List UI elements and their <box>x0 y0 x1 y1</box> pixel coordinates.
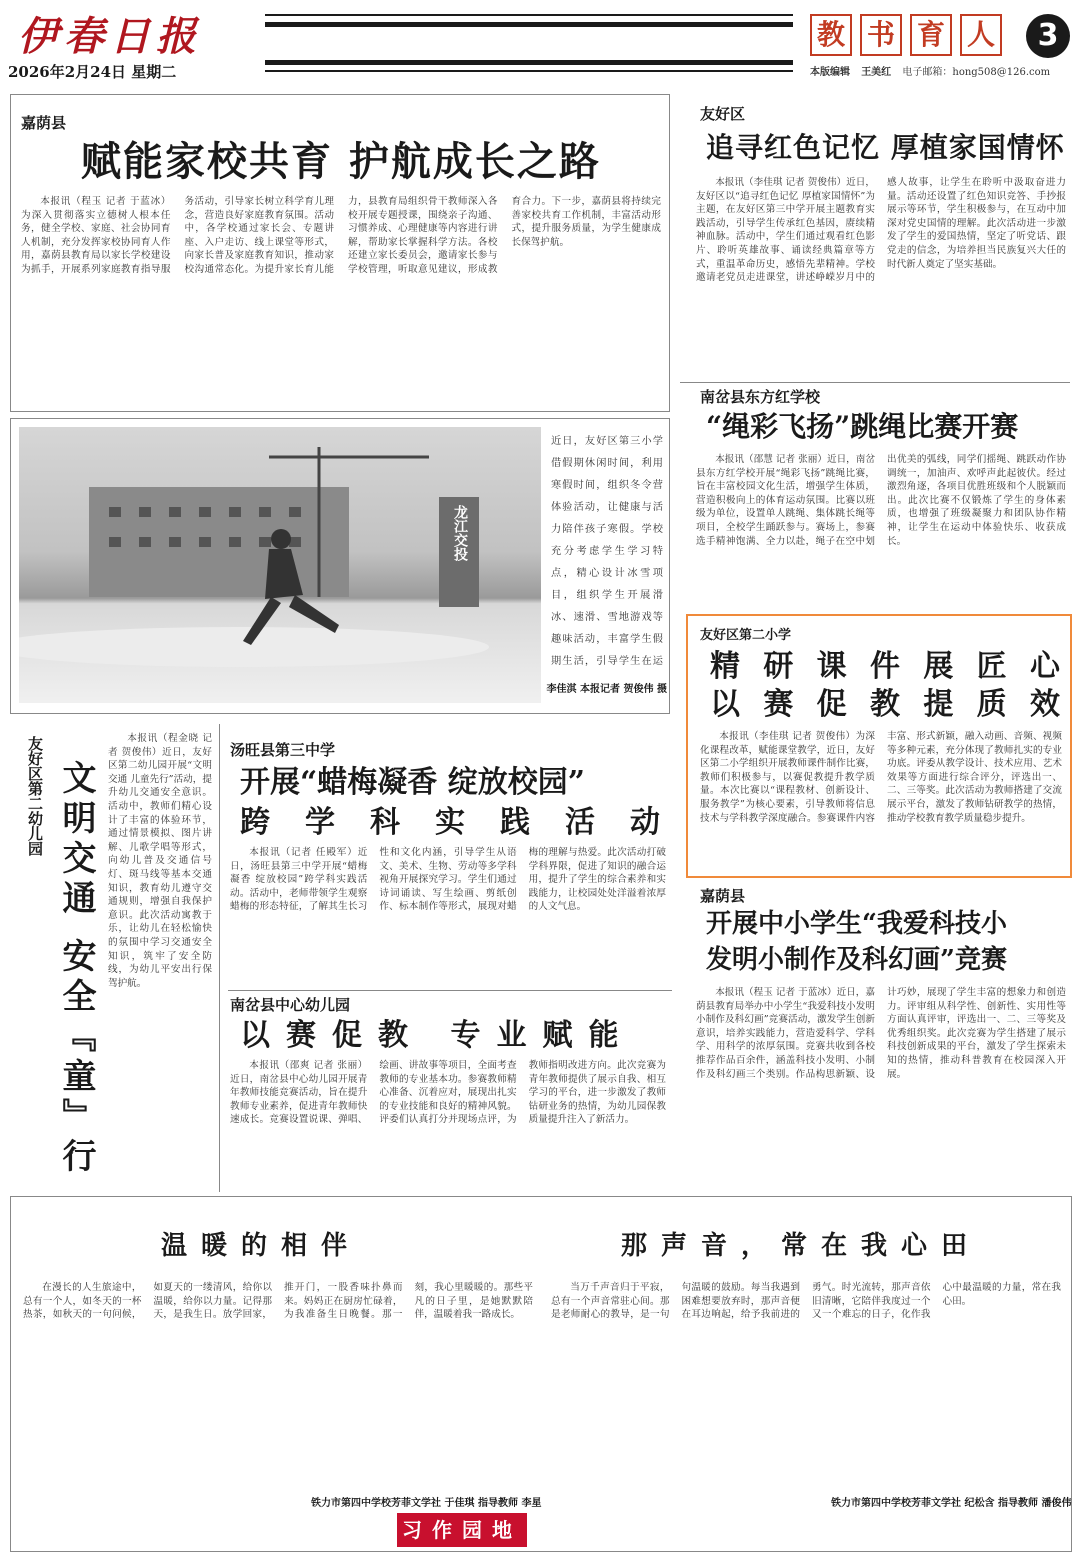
article-body <box>696 176 1066 376</box>
article-text: 本报讯（程金晓 记者 贺俊伟）近日，友好区第二幼儿园开展“文明交通 儿童先行”活动，提升幼儿交通安全意识。活动中，教师们精心设计了丰富的体验环节，通过情景模拟、图片讲解、儿歌学唱等形式，向幼儿普及交通信号灯、斑马线等基本交通知识，教育幼儿遵守交通规则，增强自我保护意识。此次活动寓教于乐，让幼儿在轻松愉快的氛围中学习交通安全知识，筑牢了安全防线，为幼儿平安出行保驾护航。 <box>108 733 212 989</box>
article-location: 嘉荫县 <box>700 887 746 905</box>
essay-left-byline: 铁力市第四中学校芳菲文学社 于佳琪 指导教师 李星 <box>311 1498 542 1509</box>
masthead <box>0 0 1080 92</box>
article-body <box>230 846 666 986</box>
section-char: 育 <box>910 14 952 56</box>
section-title <box>810 14 1026 56</box>
article-headline: 追寻红色记忆 厚植家国情怀 <box>706 131 1065 164</box>
article-location: 南岔县东方红学校 <box>700 388 821 406</box>
article-headline-vertical: 文明交通 安全『童』行 <box>56 760 96 1178</box>
article-headline-line2: 跨学科实践活动 <box>240 805 660 840</box>
essay-title-left: 温暖的相伴 <box>161 1231 362 1261</box>
page-number: 3 <box>1026 14 1070 58</box>
photo-sign: 龙江交投 <box>452 505 468 561</box>
column-tag: 习作园地 <box>397 1513 527 1547</box>
editor-line <box>810 66 1072 80</box>
skating-photo <box>19 427 541 703</box>
writing-corner <box>10 1196 1072 1552</box>
article-tangwang <box>228 734 672 990</box>
article-text: 本报讯（程玉 记者 于蓝冰）为深入贯彻落实立德树人根本任务，健全学校、家庭、社会协同育人机制，充分发挥家校协同育人作用，嘉荫县教育局以家长学校建设为抓手，开展系列家庭教育指导服务活动，引导家长树立科学育儿理念，营造良好家庭教育氛围。活动中，各学校通过家长会、专题讲座、入户走访、线上课堂等形式，向家长普及家庭教育知识，推动家校沟通常态化。为提升家长育儿能力，县教育局组织骨干教师深入各校开展专题授课，围绕亲子沟通、习惯养成、心理健康等内容进行讲解，帮助家长掌握科学方法。各校还建立家长委员会，邀请家长参与学校管理，听取意见建议，形成教育合力。下一步，嘉荫县将持续完善家校共育工作机制，丰富活动形式，提升服务质量，为学生健康成长保驾护航。 <box>21 196 661 275</box>
section-char: 人 <box>960 14 1002 56</box>
date-line: 2026年2月24日 星期二 <box>8 63 177 81</box>
article-text: 本报讯（邵爽 记者 张丽）近日，南岔县中心幼儿园开展青年教师技能竞赛活动，旨在提升教师专业素养，促进青年教师快速成长。竞赛设置说课、弹唱、绘画、讲故事等项目，全面考查教师的专业基本功。参赛教师精心准备、沉着应对，展现出扎实的专业技能和良好的精神风貌。评委们认真打分并现场点评，为教师指明改进方向。此次竞赛为青年教师提供了展示自我、相互学习的平台，进一步激发了教师钻研业务的热情，为幼儿园保教质量提升注入了新活力。 <box>230 1060 666 1126</box>
article-headline-line2: 发明小制作及科幻画”竞赛 <box>706 945 1007 975</box>
article-jiayin-science <box>680 882 1070 1192</box>
editor-name: 王美红 <box>861 67 892 78</box>
article-youhao-red <box>680 94 1070 382</box>
article-location: 友好区 <box>700 105 746 123</box>
article-headline-line1: 精研课件展匠心 <box>710 649 1060 684</box>
article-body <box>230 1059 666 1185</box>
article-dongfanghong <box>680 382 1070 610</box>
photo-block <box>10 418 670 714</box>
essay-right-body <box>551 1281 1061 1491</box>
essay-right-byline: 铁力市第四中学校芳菲文学社 纪松含 指导教师 潘俊伟 <box>831 1498 1072 1509</box>
article-headline-line1: 开展中小学生“我爱科技小 <box>706 909 1007 939</box>
essay-left-text: 在漫长的人生旅途中，总有一个人，如冬天的一杯热茶，如秋天的一句问候，如夏天的一缕清风，给你以温暖，给你以力量。记得那天，是我生日。放学回家，推开门，一股香味扑鼻而来。妈妈正在厨房忙碌着，为我准备生日晚餐。那一刻，我心里暖暖的。那些平凡的日子里，是她默默陪伴，温暖着我一路成长。 <box>23 1282 533 1321</box>
section-char: 教 <box>810 14 852 56</box>
masthead-rules <box>265 8 793 80</box>
article-location: 友好区第二小学 <box>700 628 792 643</box>
paper-name: 伊春日报 <box>18 13 202 60</box>
article-text: 本报讯（记者 任殿军）近日，汤旺县第三中学开展“蜡梅凝香 绽放校园”跨学科实践活动。活动中，老师带领学生观察蜡梅的形态特征，了解其生长习性和文化内涵，引导学生从语文、美术、生物、劳动等多学科视角开展探究学习。学生们通过诗词诵读、写生绘画、剪纸创作、标本制作等形式，展现对蜡梅的理解与热爱。此次活动打破学科界限，促进了知识的融合运用，提升了学生的综合素养和实践能力，让校园处处洋溢着浓厚的人文气息。 <box>230 847 666 913</box>
article-body <box>21 195 661 407</box>
section-char: 书 <box>860 14 902 56</box>
article-body <box>696 453 1066 605</box>
photo-credit: 李佳淇 本报记者 贺俊伟 摄 <box>546 684 667 695</box>
article-nancha-kindergarten <box>228 990 672 1192</box>
article-headline-line2: 以赛促教提质效 <box>710 687 1060 722</box>
article-text: 本报讯（邵慧 记者 张丽）近日，南岔县东方红学校开展“绳彩飞扬”跳绳比赛，旨在丰富校园文化生活，增强学生体质，营造积极向上的体育运动氛围。比赛以班级为单位，设置单人跳绳、集体跳长绳等项目，全校学生踊跃参与。赛场上，参赛选手精神饱满、全力以赴，绳子在空中划出优美的弧线，同学们摇绳、跳跃动作协调统一，加油声、欢呼声此起彼伏。经过激烈角逐，各项目优胜班级和个人脱颖而出。此次比赛不仅锻炼了学生的身体素质，也增强了班级凝聚力和团队协作精神，让学生在运动中体验快乐、收获成长。 <box>696 454 1066 547</box>
article-headline: 赋能家校共育 护航成长之路 <box>81 138 601 185</box>
article-location: 嘉荫县 <box>21 114 67 132</box>
editor-email: 电子邮箱：hong508@126.com <box>902 67 1051 78</box>
article-location: 汤旺县第三中学 <box>230 741 336 759</box>
article-text: 本报讯（李佳琪 记者 贺俊伟）为深化课程改革，赋能课堂教学，近日，友好区第二小学组织开展教师课件制作比赛，教师们积极参与，以赛促教提升教学质量。本次比赛以“课程教材、创新设计、服务教学”为核心要素，引导教师将信息技术与学科教学深度融合。参赛课件内容丰富、形式新颖，融入动画、音频、视频等多种元素，充分体现了教师扎实的专业功底。评委从教学设计、技术应用、艺术效果等方面进行综合评分，评选出一、二、三等奖。此次活动为教师搭建了交流展示平台，激发了教师钻研教学的热情，推动学校教育教学质量稳步提升。 <box>700 731 1062 824</box>
article-location: 南岔县中心幼儿园 <box>230 996 351 1014</box>
article-location-vertical: 友好区第二幼儿园 <box>26 736 44 856</box>
photo-caption <box>551 431 663 675</box>
editor-label: 本版编辑 <box>810 67 850 78</box>
article-youhao-second-primary <box>686 614 1072 878</box>
article-kindergarten <box>10 724 220 1192</box>
article-text: 本报讯（李佳琪 记者 贺俊伟）近日，友好区以“追寻红色记忆 厚植家国情怀”为主题，在友好区第三中学开展主题教育实践活动，引导学生传承红色基因，赓续精神血脉。活动中，学生们通过观看红色影片、聆听英雄故事、诵读经典篇章等方式，重温革命历史，感悟先辈精神。学校邀请老党员走进课堂，讲述峥嵘岁月中的感人故事，让学生在聆听中汲取奋进力量。活动还设置了红色知识竞答、手抄报展示等环节，学生积极参与，在互动中加深对党史国情的理解。此次活动进一步激发了学生的爱国热情，坚定了听党话、跟党走的信念，为培养担当民族复兴大任的时代新人奠定了坚实基础。 <box>696 177 1066 284</box>
article-body <box>696 986 1066 1182</box>
article-headline-line1: 开展“蜡梅凝香 绽放校园” <box>240 765 585 800</box>
article-body <box>108 732 212 1182</box>
article-body <box>700 730 1062 870</box>
essay-left-body <box>23 1281 533 1491</box>
article-headline: 以赛促教 专业赋能 <box>240 1018 635 1053</box>
article-text: 本报讯（程玉 记者 于蓝冰）近日，嘉荫县教育局举办中小学生“我爱科技小发明小制作及科幻画”竞赛活动，激发学生创新意识，培养实践能力，营造爱科学、学科学、用科学的浓厚氛围。竞赛共收到各校推荐作品百余件，涵盖科技小发明、小制作及科幻画三个类别。作品构思新颖、设计巧妙，展现了学生丰富的想象力和创造力。评审组从科学性、创新性、实用性等方面认真评审，评选出一、二、三等奖及优秀组织奖。此次竞赛为学生搭建了展示科技创新成果的平台，激发了学生探索未知的热情，推动科普教育在校园深入开展。 <box>696 987 1066 1080</box>
photo-caption-text: 近日，友好区第三小学借假期休闲时间，利用寒假时间，组织冬令营体验活动，让健康与活力陪伴孩子寒假。学校充分考虑学生学习特点，精心设计冰雪项目，组织学生开展滑冰、速滑、雪地游戏等趣味活动，丰富学生假期生活，引导学生在运 <box>551 436 663 667</box>
essay-title-right: 那声音，常在我心田 <box>621 1231 982 1261</box>
article-headline: “绳彩飞扬”跳绳比赛开赛 <box>706 410 1019 443</box>
essay-right-text: 当万千声音归于平寂，总有一个声音常驻心间。那是老师耐心的教导，是一句句温暖的鼓励。每当我遇到困难想要放弃时，那声音便在耳边响起，给予我前进的勇气。时光流转，那声音依旧清晰，它陪伴我度过一个又一个难忘的日子，化作我心中最温暖的力量，常在我心田。 <box>551 1282 1061 1321</box>
article-jiayin-homeschool <box>10 94 670 412</box>
